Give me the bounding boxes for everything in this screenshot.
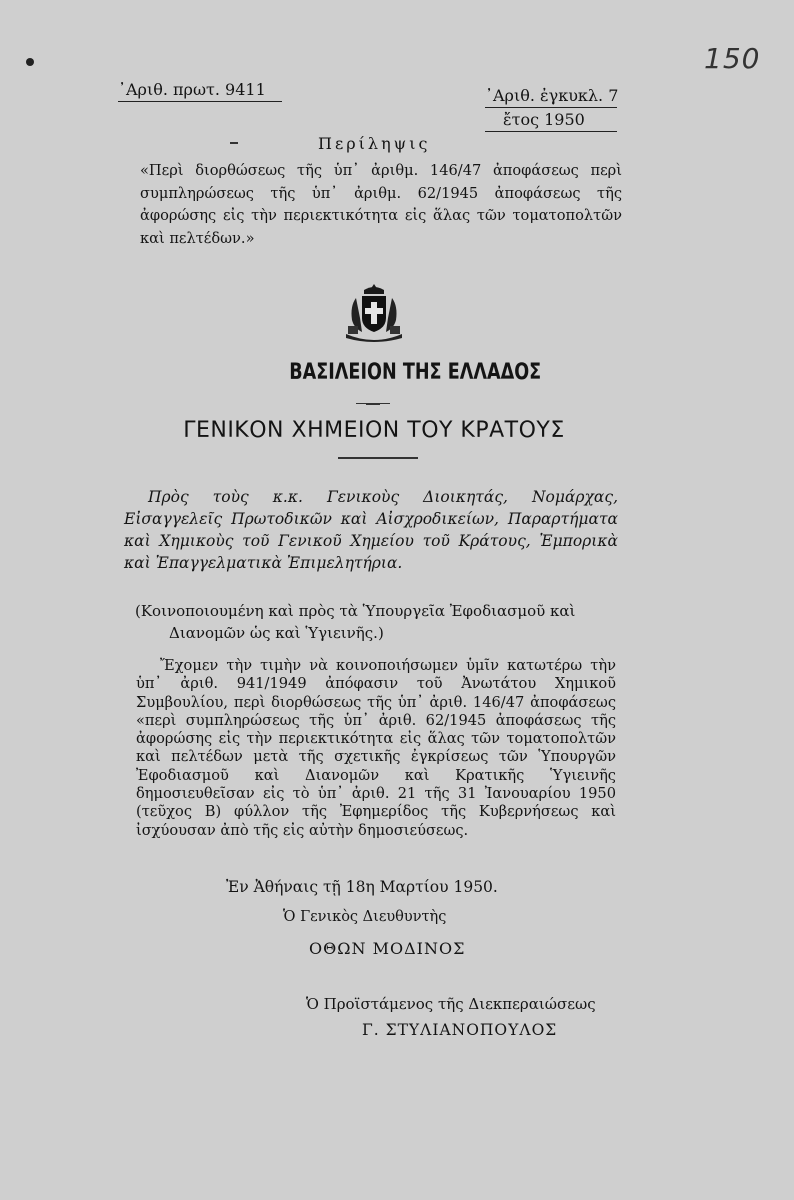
summary-text: «Περὶ διορθώσεως τῆς ὑπ᾿ ἀριθμ. 146/47 ἀποφάσεως περὶ συμπληρώσεως τῆς ὑπ᾿ ἀριθμ. 62/1945 ἀποφάσεως τῆς ἀφορώσης εἰς τὴν περιεκτικότητα εἰς ἅλας τῶν τοματοπολτῶν καὶ πελτέδων.» (140, 162, 622, 247)
body-paragraph: Ἔχομεν τὴν τιμὴν νὰ κοινοποιήσωμεν ὑμῖν κατωτέρω τὴν ὑπ᾿ ἀριθ. 941/1949 ἀπόφασιν τοῦ Ἀνωτάτου Χημικοῦ Συμβουλίου, περὶ διορθώσεως τῆς ὑπ᾿ ἀριθ. 146/47 ἀποφάσεως «περὶ συμπληρώσεως τῆς ὑπ᾿ ἀριθ. 62/1945 ἀποφάσεως τῆς ἀφορώσης εἰς τὴν περιεκτικότητα εἰς ἅλας τῶν τοματοπολτῶν καὶ πελτέδων μετὰ τῆς σχετικῆς ἐγκρίσεως τῶν Ὑπουργῶν Ἐφοδιασμοῦ καὶ Διανομῶν καὶ Κρατικῆς Ὑγιεινῆς δημοσιευθεῖσαν εἰς τὸ ὑπ᾿ ἀριθ. 21 τῆς 31 Ἰανουαρίου 1950 (τεῦχος Β) φύλλον τῆς Ἐφημερίδος τῆς Κυβερνήσεως καὶ ἰσχύουσαν ἀπὸ τῆς εἰς αὐτὴν δημοσιεύσεως. (136, 657, 616, 839)
circular-year: ἔτος 1950 (503, 110, 585, 129)
cc-note (135, 600, 615, 644)
circular-underline (485, 107, 617, 108)
summary-title: Περίληψις (318, 134, 431, 153)
signatory1-title: Ὁ Γενικὸς Διευθυντὴς (283, 909, 447, 925)
heading-divider-center (366, 403, 380, 405)
cc-note-line1: (Κοινοποιουμένη καὶ πρὸς τὰ Ὑπουργεῖα Ἐφοδιασμοῦ καὶ (135, 602, 576, 620)
crest-icon (342, 282, 406, 342)
signatory1-name: ΟΘΩΝ ΜΟΔΙΝΟΣ (309, 939, 466, 958)
protocol-number: ᾿Αριθ. πρωτ. 9411 (118, 80, 266, 99)
office-heading: ΓΕΝΙΚΟΝ ΧΗΜΕΙΟΝ ΤΟΥ ΚΡΑΤΟΥΣ (183, 418, 565, 443)
circular-number: ᾿Αριθ. ἐγκυκλ. 7 (485, 86, 619, 105)
recipients-paragraph: Πρὸς τοὺς κ.κ. Γενικοὺς Διοικητάς, Νομάρχας, Εἰσαγγελεῖς Πρωτοδικῶν καὶ Αἰσχροδικείων, Παραρτήματα καὶ Χημικοὺς τοῦ Γενικοῦ Χημείου τοῦ Κράτους, Ἐμπορικὰ καὶ Ἐπαγγελματικὰ Ἐπιμελητήρια. (124, 488, 618, 572)
kingdom-heading: ΒΑΣΙΛΕΙΟΝ ΤΗΣ ΕΛΛΑΔΟΣ (289, 360, 542, 385)
date-line: Ἐν Ἀθήναις τῇ 18η Μαρτίου 1950. (226, 878, 498, 896)
office-divider (338, 457, 418, 459)
cc-note-line2: Διανομῶν ὡς καὶ Ὑγιεινῆς.) (169, 624, 384, 642)
year-underline (485, 131, 617, 132)
punch-hole-mark (26, 58, 34, 66)
margin-dash (230, 142, 238, 144)
handwritten-page-number: 150 (704, 42, 761, 75)
protocol-underline (118, 101, 282, 102)
signatory2-title: Ὁ Προϊστάμενος τῆς Διεκπεραιώσεως (306, 995, 596, 1013)
signatory2-name: Γ. ΣΤΥΛΙΑΝΟΠΟΥΛΟΣ (362, 1021, 558, 1039)
